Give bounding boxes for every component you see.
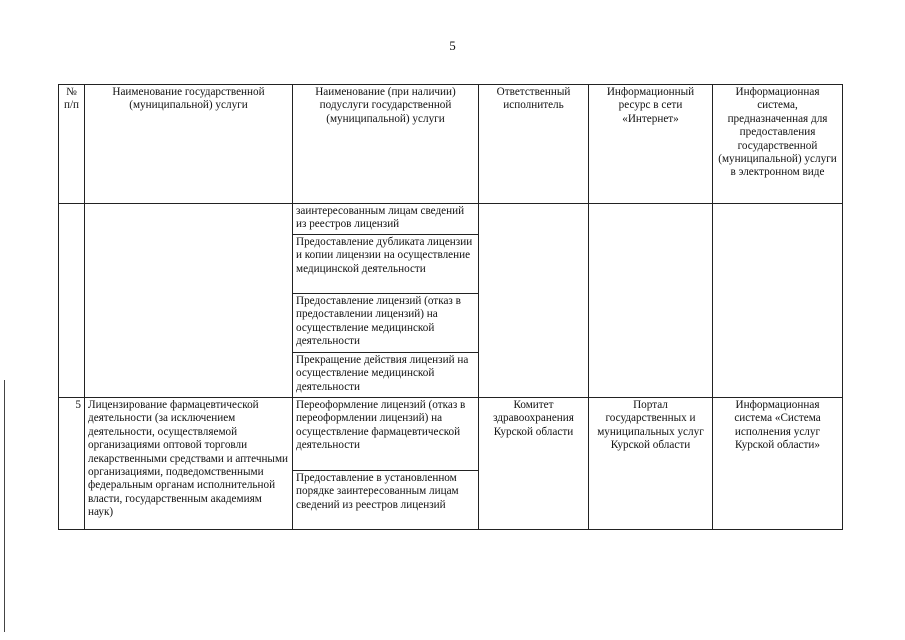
resource-cell: Портал государственных и муниципальных услуг Курской области: [589, 398, 713, 530]
table-row: [59, 204, 843, 235]
continued-resource-cell: [589, 204, 713, 398]
subservice-cell: Предоставление в установленном порядке заинтересованным лицам сведений из реестров лицензий: [293, 471, 479, 530]
system-cell: Информационная система «Система исполнения услуг Курской области»: [713, 398, 843, 530]
continued-service-cell: [85, 204, 293, 398]
services-table: [58, 84, 843, 530]
subservice-cell: Прекращение действия лицензий на осуществление медицинской деятельности: [293, 353, 479, 398]
header-system: Информационная система, предназначенная для предоставления государственной (муниципальной) услуги в электронном виде: [713, 85, 843, 204]
page-number: 5: [449, 38, 456, 53]
table-row: [59, 398, 843, 471]
header-subservice: Наименование (при наличии) подуслуги государственной (муниципальной) услуги: [293, 85, 479, 204]
continued-system-cell: [713, 204, 843, 398]
header-resource: Информационный ресурс в сети «Интернет»: [589, 85, 713, 204]
service-name-cell: Лицензирование фармацевтической деятельности (за исключением деятельности, осуществляемой организациями оптовой торговли лекарственными средствами и аптечными организациями, подведомственными федеральным органам исполнительной власти, государственным академиям наук): [85, 398, 293, 530]
margin-line: [4, 380, 5, 632]
header-executor: Ответственный исполнитель: [479, 85, 589, 204]
row-number: 5: [59, 398, 85, 530]
subservice-cell: Предоставление дубликата лицензии и копии лицензии на осуществление медицинской деятельности: [293, 235, 479, 294]
continued-num-cell: [59, 204, 85, 398]
executor-cell: Комитет здравоохранения Курской области: [479, 398, 589, 530]
header-service: Наименование государственной (муниципальной) услуги: [85, 85, 293, 204]
subservice-cell: Предоставление лицензий (отказ в предоставлении лицензий) на осуществление медицинской деятельности: [293, 294, 479, 353]
subservice-cell: заинтересованным лицам сведений из реестров лицензий: [293, 204, 479, 235]
header-row: [59, 85, 843, 204]
continued-executor-cell: [479, 204, 589, 398]
header-num: № п/п: [59, 85, 85, 204]
subservice-cell: Переоформление лицензий (отказ в переоформлении лицензий) на осуществление фармацевтической деятельности: [293, 398, 479, 471]
